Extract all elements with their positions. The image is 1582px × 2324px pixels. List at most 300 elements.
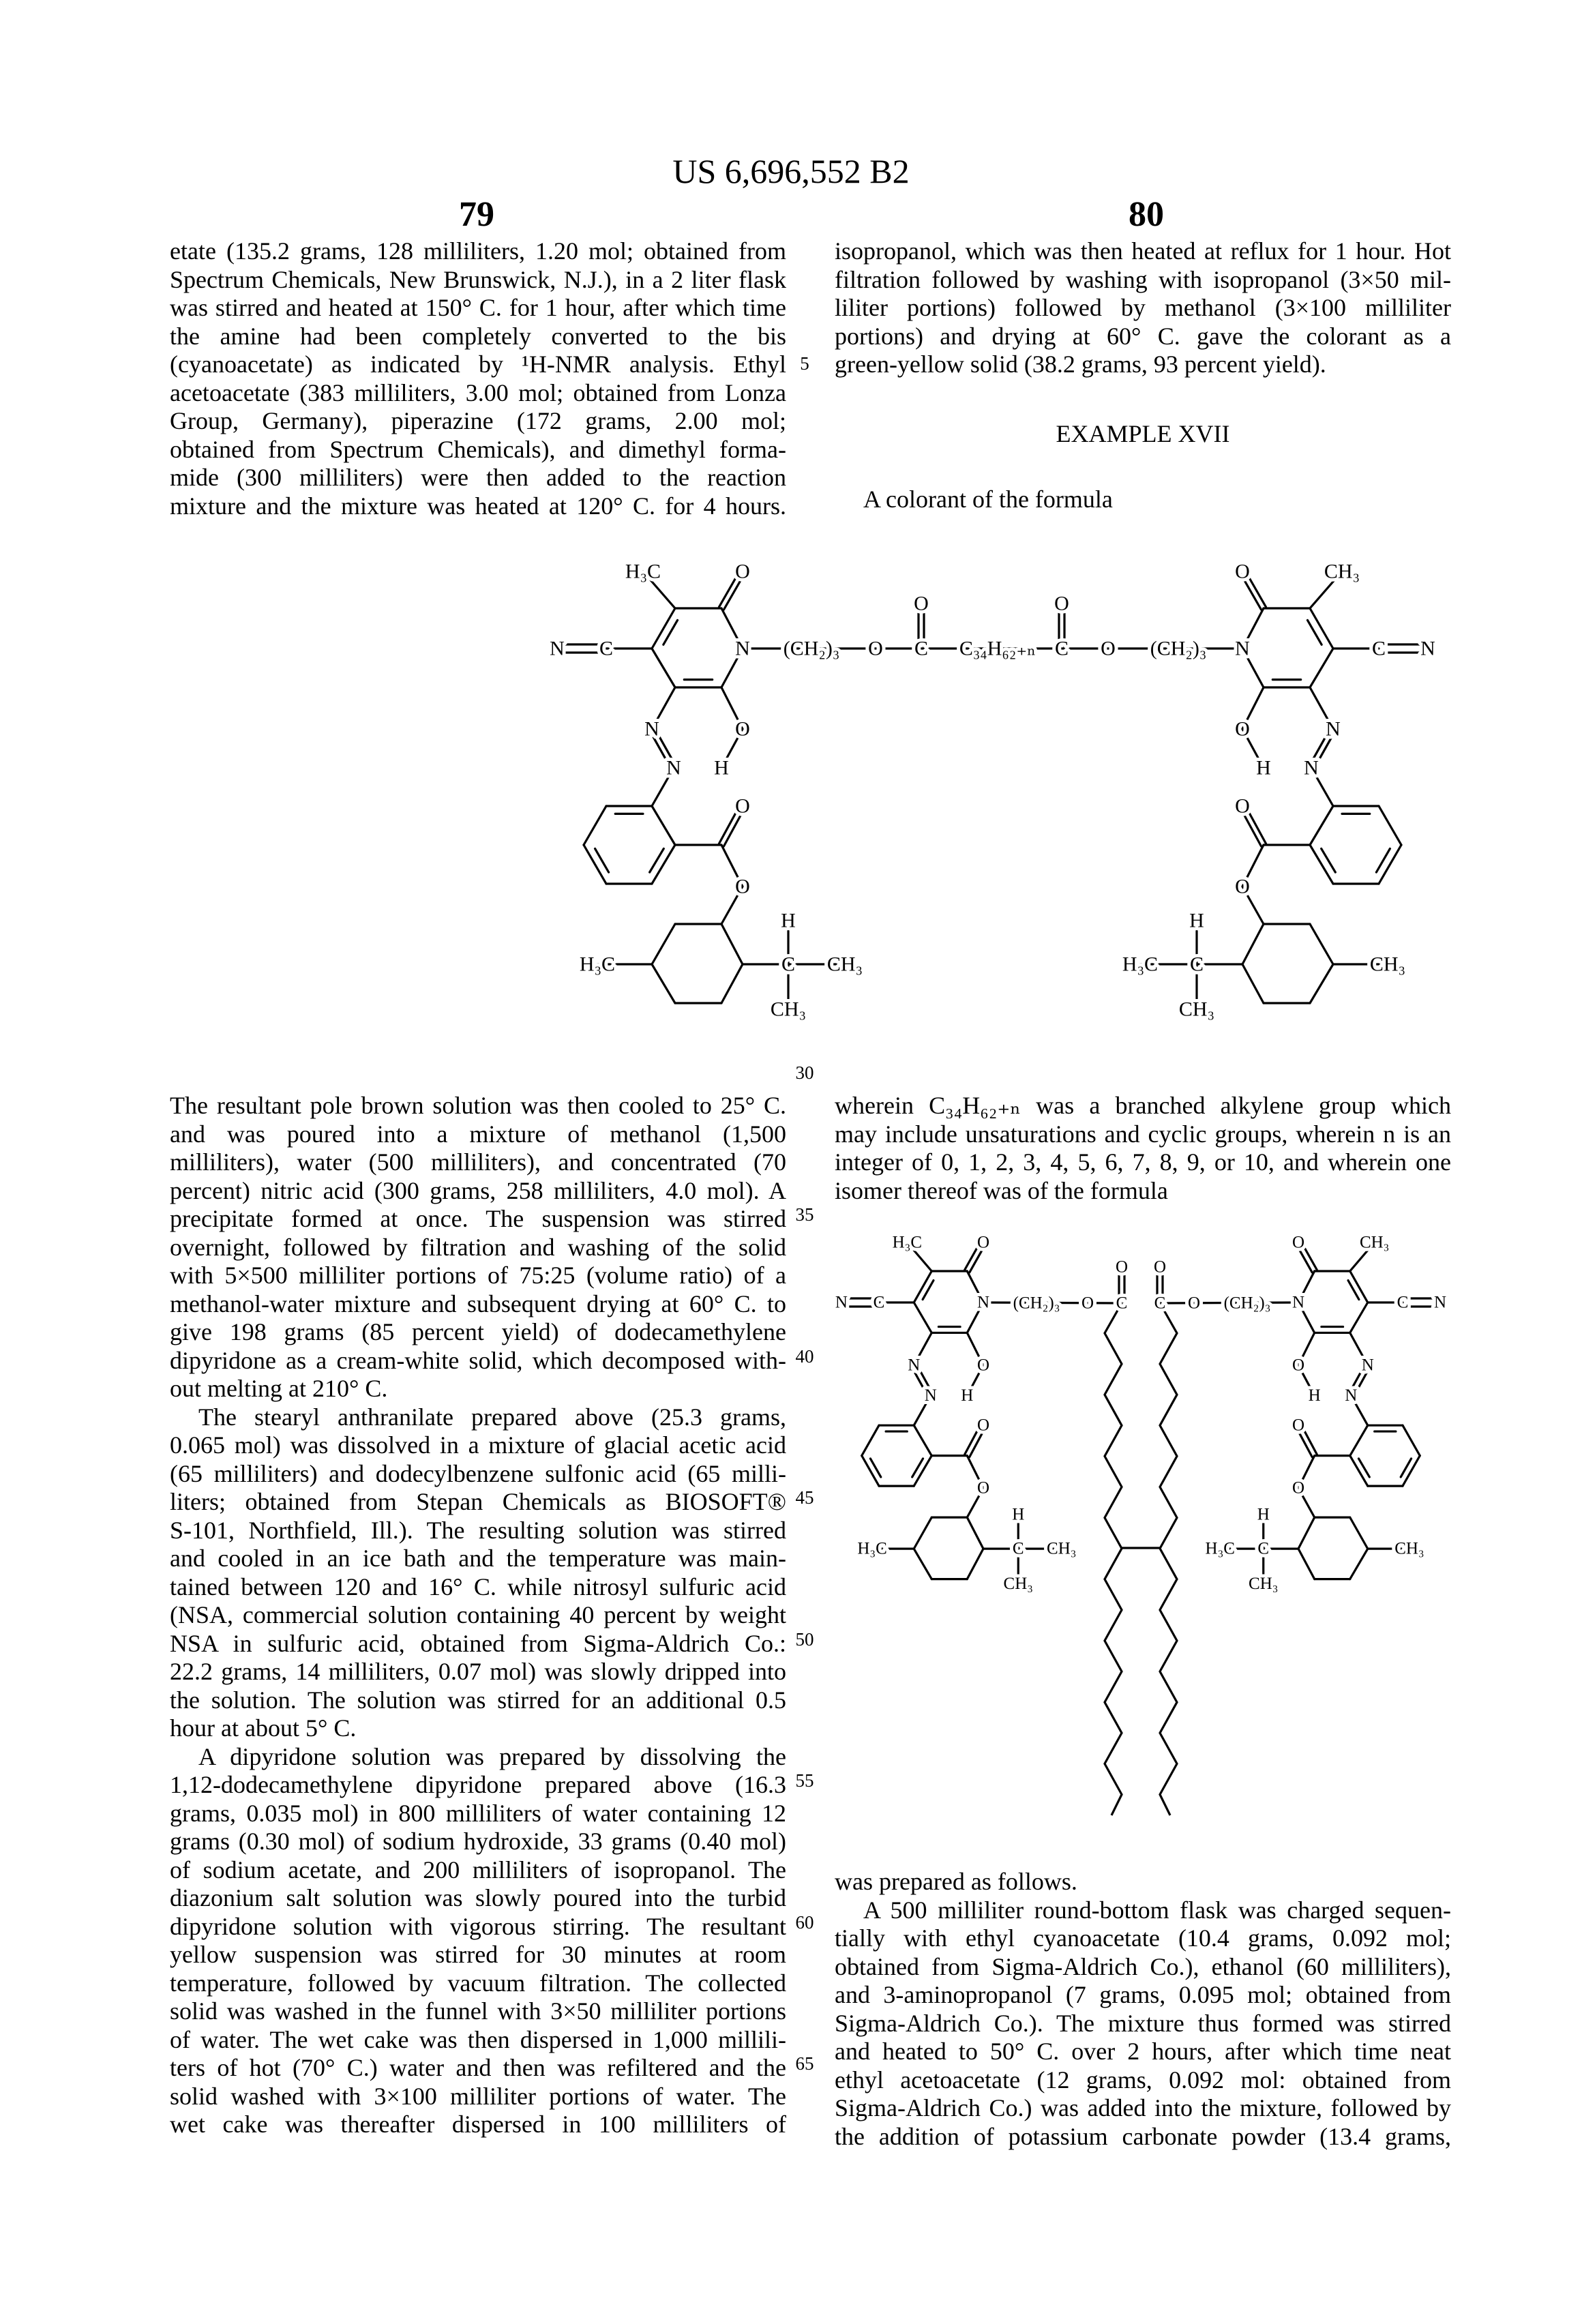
line-text: integer of 0, 1, 2, 3, 4, 5, 6, 7, 8, 9, or 10, and wherein one [835,1148,1451,1176]
line-text: (cyanoacetate) as indicated by ¹H-NMR analysis. Ethyl [170,351,786,378]
line-number: 60 [791,1912,818,1933]
bond [650,730,672,769]
line-text: (NSA, commercial solution containing 40 percent by weight [170,1601,786,1628]
text-line [170,1262,786,1290]
atom-label: CH₃ [1004,1575,1033,1593]
atom-label: H₃C [893,1233,922,1251]
bond [970,1244,986,1272]
line-text: (65 milliliters) and dodecylbenzene sulfonic acid (65 milli- [170,1460,786,1487]
text-line [170,1431,786,1460]
atom-label: O [1235,876,1250,898]
bond [1298,1271,1315,1302]
line-text: A colorant of the formula [863,486,1113,513]
bond [724,807,745,846]
bond [721,687,743,729]
bond [721,924,743,964]
text-line [835,266,1451,295]
line-text: of water. The wet cake was then dispersed in 1,000 millili- [170,2026,786,2053]
atom-label: O [1292,1356,1304,1375]
text-line [170,1545,786,1573]
atom-label: O [1054,593,1069,615]
text-line [170,1686,786,1715]
atom-label: CH₃ [1249,1575,1278,1593]
isomer-description [835,1092,1451,1205]
atom-label: C [1154,1294,1166,1313]
line-text: isopropanol, which was then heated at reflux for 1 hour. Hot [835,237,1451,265]
atom-label: N [1292,1294,1304,1312]
line-text: isomer thereof was of the formula [835,1177,1168,1204]
bond [965,1241,981,1270]
text-line [170,266,786,295]
line-text: solid was washed in the funnel with 3×50 milliliter portions [170,1997,786,2025]
text-line [835,486,1451,514]
bond [1358,1459,1369,1477]
atom-label: CH₃ [1047,1540,1076,1558]
line-text: A 500 milliliter round-bottom flask was charged sequen- [863,1896,1451,1924]
text-line [835,237,1451,266]
atom-label: N [908,1356,920,1375]
atom-label: C [1013,1540,1024,1558]
line-text: hour at about 5° C. [170,1714,356,1742]
left-column-bottom-text [170,1092,786,2139]
atom-label: O [1235,718,1250,741]
bond [1350,1549,1368,1579]
text-line [170,2026,786,2055]
bond [1298,1332,1315,1365]
alkyl-chain [1105,1303,1122,1815]
atom-label: C₃₄H₆₂₊ₙ [959,638,1036,660]
bond [1348,1281,1359,1300]
line-text: etate (135.2 grams, 128 milliliters, 1.20 mol; obtained from [170,237,786,265]
atom-label: CH₃ [1360,1233,1389,1251]
atom-label: O [735,718,750,741]
atom-label: N [835,1294,848,1312]
bond [650,848,664,872]
atom-label: O [1235,561,1250,583]
bond [652,806,675,845]
text-line [170,1177,786,1206]
atom-label: H [1257,1506,1270,1524]
bond [862,1456,879,1486]
bond [967,1332,983,1365]
atom-label: H₃C [1206,1540,1235,1558]
atom-label: O [1116,1258,1128,1277]
text-line [170,379,786,408]
line-text: out melting at 210° C. [170,1375,387,1402]
line-text: temperature, followed by vacuum filtration. The collected [170,1969,786,1997]
atom-label: (CH₂)₃ [1150,638,1207,660]
line-number: 40 [791,1346,818,1367]
line-text: diazonium salt solution was slowly poured into the turbid [170,1884,786,1911]
line-number: 50 [791,1629,818,1650]
text-line [835,1120,1451,1149]
atom-label: N [1345,1386,1357,1405]
bond [1350,1332,1368,1365]
bond [1376,848,1390,872]
atom-label: (CH₂)₃ [783,638,840,660]
left-column-top-text [170,237,786,520]
atom-label: H₃C [580,953,615,976]
text-line [170,1856,786,1885]
atom-label: H [1189,910,1204,932]
bond [1242,845,1264,887]
atom-label: O [1235,795,1250,818]
line-text: with 5×500 milliliter portions of 75:25 (volume ratio) of a [170,1262,786,1289]
bond [1301,1424,1317,1454]
line-text: Group, Germany), piperazine (172 grams, 2.00 mol; [170,407,786,434]
atom-label: C [1116,1294,1128,1313]
bond [652,608,675,649]
bond [721,649,743,687]
bond [870,1459,880,1477]
line-text: milliliters), water (500 milliliters), and concentrated (70 [170,1148,786,1176]
line-text: precipitate formed at once. The suspension was stirred [170,1205,786,1232]
line-text: and 3-aminopropanol (7 grams, 0.095 mol; obtained from [835,1981,1451,2008]
bond [1350,1242,1375,1271]
line-number: 35 [791,1204,818,1225]
bond [1240,807,1261,846]
atom-label: O [977,1233,989,1251]
bond [914,1332,931,1365]
line-text: and heated to 50° C. over 2 hours, after which time neat [835,2038,1451,2065]
line-text: green-yellow solid (38.2 grams, 93 percent yield). [835,351,1326,378]
bond [965,1424,981,1454]
text-line [170,1375,786,1403]
atom-label: O [1292,1416,1304,1435]
text-line [170,1573,786,1602]
bond [967,1488,983,1517]
line-text: may include unsaturations and cyclic groups, wherein n is an [835,1120,1451,1148]
text-line [170,1318,786,1347]
text-line [835,351,1451,379]
bond [967,1517,983,1549]
text-line [170,1120,786,1149]
bond [1311,768,1333,806]
text-line [170,237,786,266]
column-number-left: 79 [408,194,545,235]
atom-label: O [1188,1294,1200,1313]
atom-label: O [1154,1258,1166,1277]
line-text: the amine had been completely converted to the bis [170,323,786,350]
text-line [170,1800,786,1828]
atom-label: CH₃ [771,998,806,1021]
line-text: solid washed with 3×100 milliliter portions of water. The [170,2083,786,2110]
bond [912,1367,928,1397]
line-text: The stearyl anthranilate prepared above (25.3 grams, [198,1403,786,1431]
line-text: dipyridone as a cream-white solid, which decomposed with- [170,1347,786,1374]
bond [862,1425,879,1455]
atom-label: N [1326,718,1341,741]
text-line [170,1969,786,1998]
bond [1309,728,1331,766]
line-text: Sigma-Aldrich Co.) was added into the mixture, followed by [835,2094,1451,2121]
bond [1298,1302,1315,1332]
bond [1310,845,1333,884]
line-text: overnight, followed by filtration and washing of the solid [170,1234,786,1261]
bond [721,729,743,768]
atom-label: C [914,638,928,660]
bond [967,1549,983,1579]
bond [1379,845,1401,884]
bond [1310,571,1342,608]
atom-label: CH₃ [1324,561,1360,583]
bond [652,768,674,806]
atom-label: (CH₂)₃ [1013,1294,1060,1313]
atom-label: H [714,757,729,779]
bond [983,1302,1122,1303]
patent-number: US 6,696,552 B2 [0,151,1582,191]
line-text: grams (0.30 mol) of sodium hydroxide, 33 grams (0.40 mol) [170,1828,786,1855]
example-intro [835,486,1451,514]
atom-label: C [599,638,613,660]
line-text: percent) nitric acid (300 grams, 258 milliliters, 4.0 mol). A [170,1177,786,1204]
atom-label: CH₃ [1179,998,1214,1021]
atom-label: O [1292,1479,1304,1498]
atom-label: H [781,910,796,932]
text-line [835,2010,1451,2038]
bond [907,1242,931,1271]
line-text: mide (300 milliliters) were then added to the reaction [170,464,786,491]
line-text: give 198 grams (85 percent yield) of dodecamethylene [170,1318,786,1345]
bond [721,845,743,887]
alkyl-chain [1160,1303,1177,1815]
bond [721,887,743,924]
bond [595,848,609,872]
line-text: tially with ethyl cyanoacetate (10.4 grams, 0.092 mol; [835,1924,1451,1952]
bond [719,570,741,607]
text-line [170,1913,786,1941]
bond [1350,1302,1368,1332]
atom-label: C [1190,953,1204,976]
line-text: S-101, Northfield, Ill.). The resulting solution was stirred [170,1517,786,1544]
text-line [835,1177,1451,1206]
bond [1242,924,1264,964]
line-text: of sodium acetate, and 200 milliliters of isopropanol. The [170,1856,786,1883]
bond [1242,649,1264,687]
line-text: A dipyridone solution was prepared by dissolving the [198,1743,786,1770]
bond [1296,1427,1312,1457]
atom-label: CH₃ [827,953,863,976]
bond [654,728,676,766]
bond [1350,1425,1368,1455]
bond [1245,805,1266,844]
line-text: portions) and drying at 60° C. gave the colorant as a [835,323,1451,350]
text-line [835,1896,1451,1925]
line-text: 0.065 mol) was dissolved in a mixture of glacial acetic acid [170,1431,786,1459]
text-line [170,2083,786,2111]
atom-label: H [1309,1386,1321,1405]
text-line [835,2066,1451,2095]
atom-label: O [977,1416,989,1435]
atom-label: N [666,757,681,779]
line-text: and cooled in an ice bath and the temperature was main- [170,1545,786,1572]
text-line [170,1601,786,1630]
line-text: ethyl acetoacetate (12 grams, 0.092 mol: obtained from [835,2066,1451,2094]
atom-label: O [735,876,750,898]
preparation-text [835,1868,1451,2151]
bond [914,1425,931,1455]
text-line [835,1148,1451,1177]
bond [1240,573,1262,610]
text-line [170,2111,786,2139]
atom-label: O [977,1356,989,1375]
atom-label: C [1397,1294,1409,1312]
right-column-top-text [835,237,1451,379]
bond [1298,1365,1315,1395]
line-text: obtained from Spectrum Chemicals), and dimethyl forma- [170,436,786,463]
text-line [835,1953,1451,1982]
line-text: yellow suspension was stirred for 30 minutes at room [170,1941,786,1968]
text-line [170,1403,786,1432]
line-text: acetoacetate (383 milliliters, 3.00 mol; obtained from Lonza [170,379,786,406]
bond [914,1549,931,1579]
atom-label: O [1101,638,1116,660]
bond [652,924,675,964]
atom-label: O [735,561,750,583]
text-line [170,1205,786,1234]
atom-label: O [868,638,883,660]
line-number: 45 [791,1487,818,1508]
line-number: 5 [791,353,818,374]
line-text: 1,12-dodecamethylene dipyridone prepared above (16.3 [170,1771,786,1798]
atom-label: CH₃ [1370,953,1405,976]
bond [916,1364,933,1394]
line-text: wherein C₃₄H₆₂₊ₙ was a branched alkylene group which [835,1092,1451,1119]
text-line [170,492,786,521]
line-text: NSA in sulfuric acid, obtained from Sigma-Aldrich Co.: [170,1630,786,1657]
bond [1298,1456,1315,1489]
bond [1242,729,1264,768]
text-line [170,1488,786,1517]
atom-label: C [1055,638,1069,660]
atom-label: H₃C [1122,953,1158,976]
atom-label: O [914,593,929,615]
bond [652,845,675,884]
bond [1242,887,1264,924]
line-text: the solution. The solution was stirred for an additional 0.5 [170,1686,786,1714]
line-text: filtration followed by washing with isopropanol (3×50 mil- [835,266,1451,293]
atom-label: (CH₂)₃ [1224,1294,1271,1313]
atom-label: N [1304,757,1319,779]
bond [1313,730,1335,769]
atom-label: H₃C [857,1540,886,1558]
bond [1310,608,1333,649]
bond [914,1517,931,1549]
line-text: obtained from Sigma-Aldrich Co.), ethanol (60 milliliters), [835,1953,1451,1980]
bond [1242,964,1264,1003]
atom-label: O [1081,1294,1094,1313]
column-number-right: 80 [1078,194,1214,235]
atom-label: N [550,638,565,660]
bond [1349,1364,1365,1394]
text-line [170,1771,786,1800]
line-text: tained between 120 and 16° C. while nitrosyl sulfuric acid [170,1573,786,1600]
bond [719,805,740,844]
atom-label: O [977,1479,989,1498]
bond [1354,1367,1370,1397]
line-number: 55 [791,1770,818,1791]
text-line [835,2123,1451,2151]
line-text: 22.2 grams, 14 milliliters, 0.07 mol) was slowly dripped into [170,1658,786,1685]
example-heading: EXAMPLE XVII [835,419,1451,448]
bond [663,620,678,644]
line-text: the addition of potassium carbonate powder (13.4 grams, [835,2123,1451,2150]
bond [970,1427,986,1457]
bond [1310,964,1333,1003]
bond [1350,1271,1368,1302]
bond [652,964,675,1003]
line-text: wet cake was thereafter dispersed in 100 milliliters of [170,2111,786,2138]
atom-label: N [735,638,750,660]
bond [914,1456,931,1486]
line-text: The resultant pole brown solution was then cooled to 25° C. [170,1092,786,1119]
bond [1296,1244,1313,1272]
bond [721,608,743,649]
line-text: liters; obtained from Stepan Chemicals as BIOSOFT® [170,1488,786,1515]
bond [1160,1302,1298,1303]
line-text: methanol-water mixture and subsequent drying at 60° C. to [170,1290,786,1317]
line-text: liliter portions) followed by methanol (3×100 milliliter [835,294,1451,321]
bond [1242,687,1264,729]
text-line [170,1997,786,2026]
bond [967,1365,983,1395]
bond [1310,687,1333,729]
bond [914,1271,931,1302]
bond [1310,806,1333,845]
bond [1351,1396,1367,1426]
atom-label: C [1372,638,1386,660]
bond [1300,1241,1317,1270]
atom-label: CH₃ [1394,1540,1424,1558]
text-line [835,294,1451,323]
text-line [170,2054,786,2083]
text-line [835,1924,1451,1953]
bond [1401,1459,1411,1477]
bond [1403,1425,1420,1455]
text-line [170,1234,786,1262]
text-line [170,1941,786,1969]
line-number: 65 [791,2053,818,2074]
text-line [170,1630,786,1658]
atom-label: N [1362,1356,1374,1375]
line-text: ters of hot (70° C.) water and then was refiltered and the [170,2054,786,2081]
bond [923,1281,934,1300]
atom-label: N [1235,638,1250,660]
bond [914,1302,931,1332]
bond [721,964,743,1003]
bond [967,1271,983,1302]
line-text: mixture and the mixture was heated at 120° C. for 4 hours. [170,492,786,520]
bond [967,1302,983,1332]
text-line [835,1981,1451,2010]
text-line [170,1658,786,1686]
bond [1298,1488,1315,1517]
text-line [835,1092,1451,1120]
bond [1322,848,1336,872]
text-line [170,294,786,323]
line-text: grams, 0.035 mol) in 800 milliliters of water containing 12 [170,1800,786,1827]
bond [1379,806,1401,845]
text-line [170,1517,786,1545]
atom-label: H₃C [625,561,661,583]
bond [967,1456,983,1489]
bond [652,649,675,687]
bond [1403,1456,1420,1486]
text-line [835,1868,1451,1896]
bond [652,687,675,729]
bond [723,573,745,610]
line-text: Spectrum Chemicals, New Brunswick, N.J.), in a 2 liter flask [170,266,786,293]
